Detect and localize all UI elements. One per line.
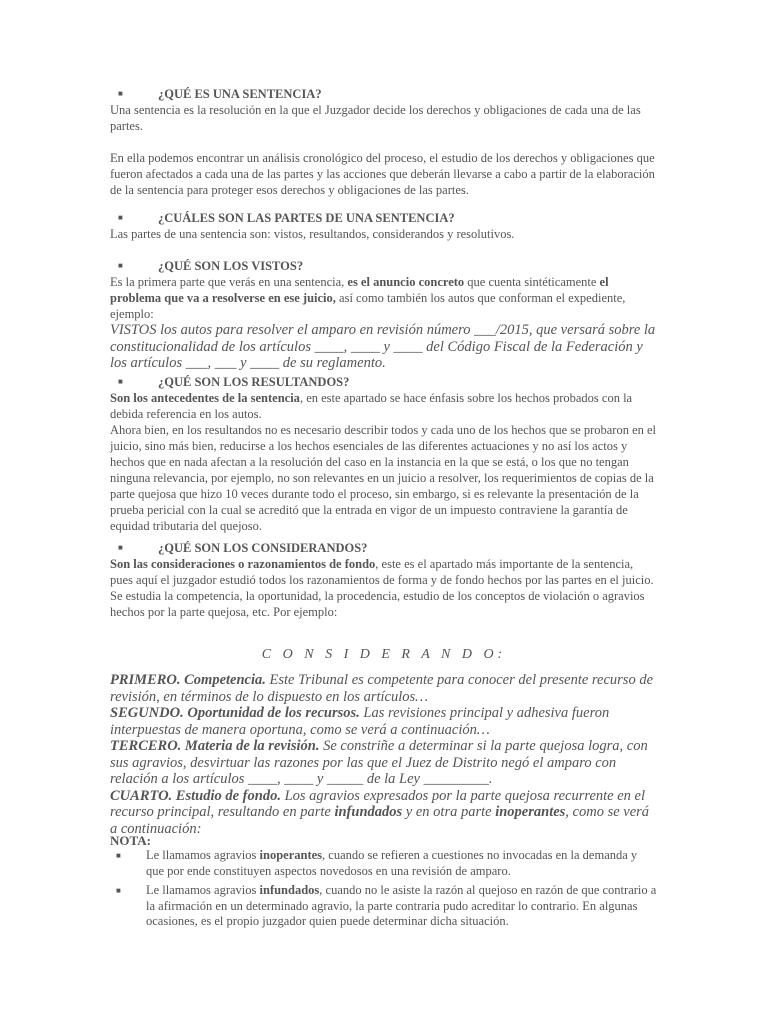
square-bullet-icon: ■ — [116, 851, 121, 860]
paragraph: Ahora bien, en los resultandos no es necesario describir todos y cada uno de los hechos que se probaron en el juicio, sino más bien, reducirse a los hechos esenciales de las diferentes actuaciones y no así los actos y hechos que en nada afectan a la resolución del caso en la instancia en la que se está, o los que no tengan ninguna relevancia, por ejemplo, no son relevantes en un juicio a resolver, los requerimientos de copias de la parte quejosa que hizo 10 veces durante todo el proceso, sin embargo, si es relevante la presentación de la prueba pericial con la cual se acreditó que la entrada en vigor de un impuesto contraviene la garantía de equidad tributaria del quejoso. — [110, 423, 657, 533]
considerando-segundo: SEGUNDO. Oportunidad de los recursos. Las revisiones principal y adhesiva fueron interpuestas de manera oportuna, como se verá a continuación… — [110, 705, 610, 738]
paragraph: Las partes de una sentencia son: vistos, resultandos, considerandos y resolutivos. — [110, 227, 515, 241]
section-heading: ■ ¿QUÉ SON LOS CONSIDERANDOS? — [118, 541, 368, 555]
section-considerandos — [110, 540, 658, 620]
nota-heading: NOTA: — [110, 833, 151, 848]
paragraph: Una sentencia es la resolución en la que el Juzgador decide los derechos y obligaciones de cada una de las partes. — [110, 103, 641, 133]
section-partes-sentencia — [110, 210, 658, 242]
considerando-tercero: TERCERO. Materia de la revisión. Se constriñe a determinar si la parte quejosa logra, con sus agravios, desvirtuar las razones por las que el Juez de Distrito negó el amparo con relación a los artículos ____, ____ y _____ de la Ley _________. — [110, 738, 648, 787]
considerando-cuarto: CUARTO. Estudio de fondo. Los agravios expresados por la parte quejosa recurrente en el recurso principal, resultando en parte infundados y en otra parte inoperantes, como se verá a continuación: — [110, 787, 650, 837]
section-heading: ■ ¿CUÁLES SON LAS PARTES DE UNA SENTENCIA? — [118, 211, 455, 225]
square-bullet-icon: ■ — [116, 886, 121, 895]
square-bullet-icon: ■ — [118, 543, 123, 552]
section-heading: ■ ¿QUÉ SON LOS VISTOS? — [118, 259, 304, 273]
list-item: ■ Le llamamos agravios inoperantes, cuando se refieren a cuestiones no invocadas en la demanda y que por ende constituyen aspectos novedosos en una revisión de amparo. — [116, 848, 638, 878]
paragraph: Es la primera parte que verás en una sentencia, es el anuncio concreto que cuenta sintéticamente el problema que va a resolverse en ese juicio, así como también los autos que conforman el expediente, ejemplo: — [110, 275, 626, 321]
paragraph: Son los antecedentes de la sentencia, en este apartado se hace énfasis sobre los hechos probados con la debida referencia en los autos. — [110, 391, 633, 421]
paragraph: En ella podemos encontrar un análisis cronológico del proceso, el estudio de los derechos y obligaciones que fueron afectados a cada una de las partes y las acciones que deberán llevarse a cabo a partir de la elaboración de la sentencia para proteger esos derechos y obligaciones de las partes. — [110, 151, 655, 197]
nota-block — [110, 833, 658, 930]
section-heading: ■ ¿QUÉ SON LOS RESULTANDOS? — [118, 375, 350, 389]
list-item: ■ Le llamamos agravios infundados, cuando no le asiste la razón al quejoso en razón de que contrario a la afirmación en un determinado agravio, la parte contraria pudo acreditar lo contrario. En algunas ocasiones, es el propio juzgador quien puede determinar dicha situación. — [116, 883, 657, 928]
considerando-title: C O N S I D E R A N D O: — [261, 647, 507, 662]
considerando-block — [110, 672, 658, 837]
section-vistos — [110, 258, 658, 372]
square-bullet-icon: ■ — [118, 261, 123, 270]
section-heading: ■ ¿QUÉ ES UNA SENTENCIA? — [118, 87, 322, 101]
considerando-primero: PRIMERO. Competencia. Este Tribunal es competente para conocer del presente recurso de revisión, en términos de lo dispuesto en los artículos… — [110, 672, 654, 705]
paragraph: Se estudia la competencia, la oportunidad, la procedencia, estudio de los conceptos de violación o agravios hechos por la parte quejosa, etc. Por ejemplo: — [110, 589, 645, 619]
paragraph: Son las consideraciones o razonamientos de fondo, este es el apartado más importante de la sentencia, pues aquí el juzgador estudió todos los razonamientos de forma y de fondo hechos por las partes en el juicio. — [110, 557, 654, 587]
section-resultandos — [110, 374, 658, 534]
square-bullet-icon: ■ — [118, 377, 123, 386]
section-que-es-sentencia — [110, 86, 658, 198]
square-bullet-icon: ■ — [118, 213, 123, 222]
square-bullet-icon: ■ — [118, 89, 123, 98]
example-text: VISTOS los autos para resolver el amparo en revisión número ___/2015, que versará sobre la constitucionalidad de los artículos ____, ____ y ____ del Código Fiscal de la Federación y los artículos ___, ___ y ____ de su reglamento. — [110, 322, 656, 371]
